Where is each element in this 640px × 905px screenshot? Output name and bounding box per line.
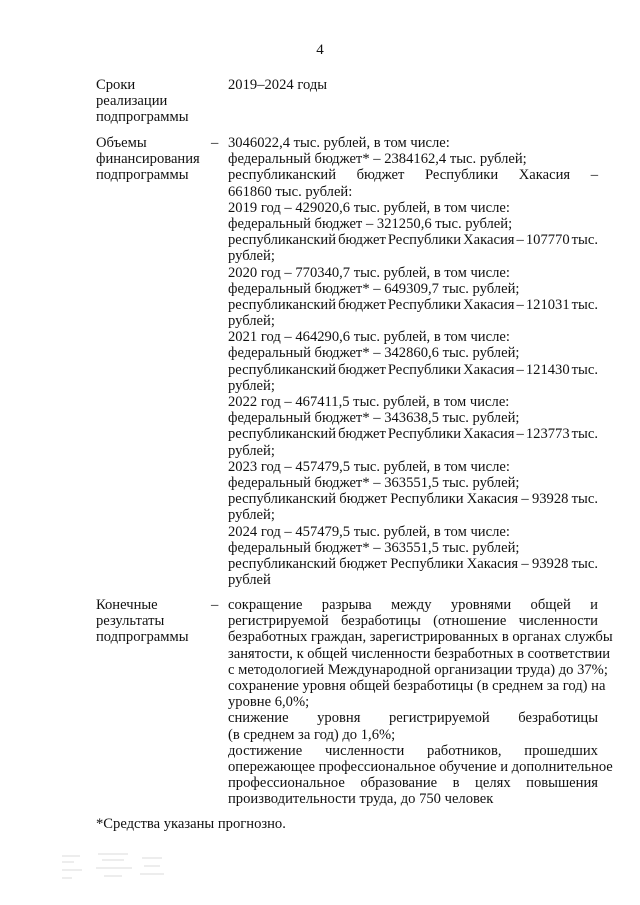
word: работников,: [427, 742, 502, 759]
word: между: [390, 597, 432, 613]
word: общей: [530, 597, 571, 613]
word: тыс.: [571, 426, 598, 443]
word: тыс.: [571, 491, 598, 508]
word: снижение: [228, 710, 289, 727]
word: республиканский: [228, 491, 337, 508]
word: –: [590, 167, 598, 184]
word: бюджет: [356, 167, 405, 184]
content-line: [228, 556, 598, 572]
section-content: [228, 135, 598, 588]
content-line: [228, 613, 598, 629]
word: тыс.: [571, 296, 598, 313]
content-line: сохранение уровня общей безработицы (в среднем за год) на: [228, 677, 606, 694]
content-line: федеральный бюджет – 321250,6 тыс. рублей;: [228, 215, 513, 232]
word: Хакасия: [463, 426, 515, 443]
content-line: федеральный бюджет* – 342860,6 тыс. рублей;: [228, 345, 520, 362]
content-line: [228, 743, 598, 759]
word: повышения: [526, 775, 598, 792]
content-line: [228, 491, 598, 507]
label-line: результаты: [96, 613, 165, 630]
word: –: [521, 491, 529, 508]
word: безработицы: [518, 710, 598, 727]
word: Республики: [390, 555, 464, 572]
word: Хакасия: [466, 555, 519, 572]
word: в: [452, 775, 460, 792]
word: (отношение: [433, 613, 507, 630]
word: республиканский: [228, 232, 337, 249]
section-dash: –: [211, 597, 219, 613]
content-line: рублей: [228, 572, 271, 589]
word: бюджет: [339, 555, 388, 572]
word: прошедших: [524, 742, 598, 759]
word: достижение: [228, 742, 303, 759]
word: сокращение: [228, 597, 303, 613]
word: –: [516, 361, 524, 378]
content-line: 2024 год – 457479,5 тыс. рублей, в том числе:: [228, 523, 510, 540]
word: 93928: [531, 555, 569, 572]
word: Республики: [390, 491, 464, 508]
word: 93928: [531, 491, 569, 508]
content-line: 3046022,4 тыс. рублей, в том числе:: [228, 135, 450, 151]
word: Хакасия: [463, 361, 515, 378]
content-line: [228, 167, 598, 183]
word: Республики: [387, 296, 462, 313]
page-number: 4: [316, 42, 324, 58]
content-line: рублей;: [228, 442, 275, 459]
word: профессиональное: [228, 775, 345, 792]
word: 121031: [525, 296, 570, 313]
word: уровнями: [450, 597, 512, 613]
word: бюджет: [338, 296, 386, 313]
word: –: [521, 555, 529, 572]
word: Хакасия: [466, 491, 519, 508]
word: 107770: [525, 232, 570, 249]
word: республиканский: [228, 361, 337, 378]
word: Республики: [424, 167, 499, 184]
word: республиканский: [228, 555, 337, 572]
word: тыс.: [571, 555, 598, 572]
content-line: безработных граждан, зарегистрированных в органах службы: [228, 629, 613, 646]
content-line: 2019–2024 годы: [228, 77, 328, 93]
content-line: рублей;: [228, 313, 275, 330]
footnote: *Средства указаны прогнозно.: [96, 816, 286, 832]
section-dash: –: [211, 135, 219, 151]
label-line: Конечные: [96, 597, 158, 613]
word: численности: [518, 613, 598, 630]
word: Республики: [387, 361, 462, 378]
content-line: опережающее профессиональное обучение и дополнительное: [228, 758, 613, 775]
word: республиканский: [228, 296, 337, 313]
word: Республики: [387, 232, 462, 249]
content-line: федеральный бюджет* – 649309,7 тыс. рублей;: [228, 280, 520, 297]
section-content: [228, 77, 598, 93]
word: –: [516, 232, 524, 249]
content-line: 2020 год – 770340,7 тыс. рублей, в том числе:: [228, 264, 510, 281]
word: бюджет: [339, 491, 388, 508]
word: регистрируемой: [228, 613, 329, 630]
section-content: [228, 597, 613, 808]
content-line: (в среднем за год) до 1,6%;: [228, 726, 396, 743]
label-line: Сроки: [96, 77, 136, 93]
content-line: уровне 6,0%;: [228, 694, 310, 711]
word: тыс.: [571, 232, 598, 249]
label-line: подпрограммы: [96, 167, 189, 184]
word: Республики: [387, 426, 462, 443]
content-line: федеральный бюджет* – 2384162,4 тыс. рублей;: [228, 151, 527, 168]
content-line: 2019 год – 429020,6 тыс. рублей, в том числе:: [228, 199, 510, 216]
section-label: [96, 597, 206, 646]
word: и: [590, 597, 598, 613]
word: Хакасия: [463, 232, 515, 249]
word: безработицы: [341, 613, 421, 630]
content-line: федеральный бюджет* – 363551,5 тыс. рублей;: [228, 539, 520, 556]
content-line: 2023 год – 457479,5 тыс. рублей, в том числе:: [228, 458, 510, 475]
content-line: федеральный бюджет* – 343638,5 тыс. рублей;: [228, 410, 520, 427]
label-line: финансирования: [96, 151, 200, 168]
content-line: с методологией Международной организации труда) до 37%;: [228, 661, 608, 678]
word: целях: [475, 775, 511, 792]
content-line: [228, 710, 598, 726]
word: –: [516, 296, 524, 313]
content-line: рублей;: [228, 377, 275, 394]
word: Хакасия: [518, 167, 571, 184]
word: образование: [360, 775, 438, 792]
content-line: занятости, к общей численности безработных в соответствии: [228, 645, 611, 662]
word: 121430: [525, 361, 570, 378]
word: 123773: [525, 426, 570, 443]
word: бюджет: [338, 361, 386, 378]
content-line: [228, 426, 598, 442]
content-line: [228, 362, 598, 378]
content-line: производительности труда, до 750 человек: [228, 791, 494, 808]
content-line: рублей;: [228, 248, 275, 265]
content-line: [228, 775, 598, 791]
content-line: [228, 297, 598, 313]
word: разрыва: [321, 597, 372, 613]
label-line: реализации: [96, 93, 168, 110]
word: бюджет: [338, 426, 386, 443]
label-line: подпрограммы: [96, 629, 189, 646]
content-line: 2021 год – 464290,6 тыс. рублей, в том числе:: [228, 329, 510, 346]
label-line: подпрограммы: [96, 109, 189, 126]
content-line: [228, 232, 598, 248]
word: уровня: [317, 710, 361, 727]
word: регистрируемой: [388, 710, 490, 727]
content-line: [228, 597, 598, 613]
word: тыс.: [571, 361, 598, 378]
section-label: [96, 77, 206, 126]
word: Хакасия: [463, 296, 515, 313]
content-line: 661860 тыс. рублей:: [228, 183, 353, 200]
word: республиканский: [228, 167, 337, 184]
content-line: рублей;: [228, 507, 275, 524]
label-line: Объемы: [96, 135, 147, 151]
word: республиканский: [228, 426, 337, 443]
content-line: федеральный бюджет* – 363551,5 тыс. рублей;: [228, 474, 520, 491]
content-line: 2022 год – 467411,5 тыс. рублей, в том числе:: [228, 394, 510, 410]
word: бюджет: [338, 232, 386, 249]
word: –: [516, 426, 524, 443]
word: численности: [324, 742, 405, 759]
faded-stamp-mark: [58, 848, 170, 888]
section-label: [96, 135, 206, 184]
